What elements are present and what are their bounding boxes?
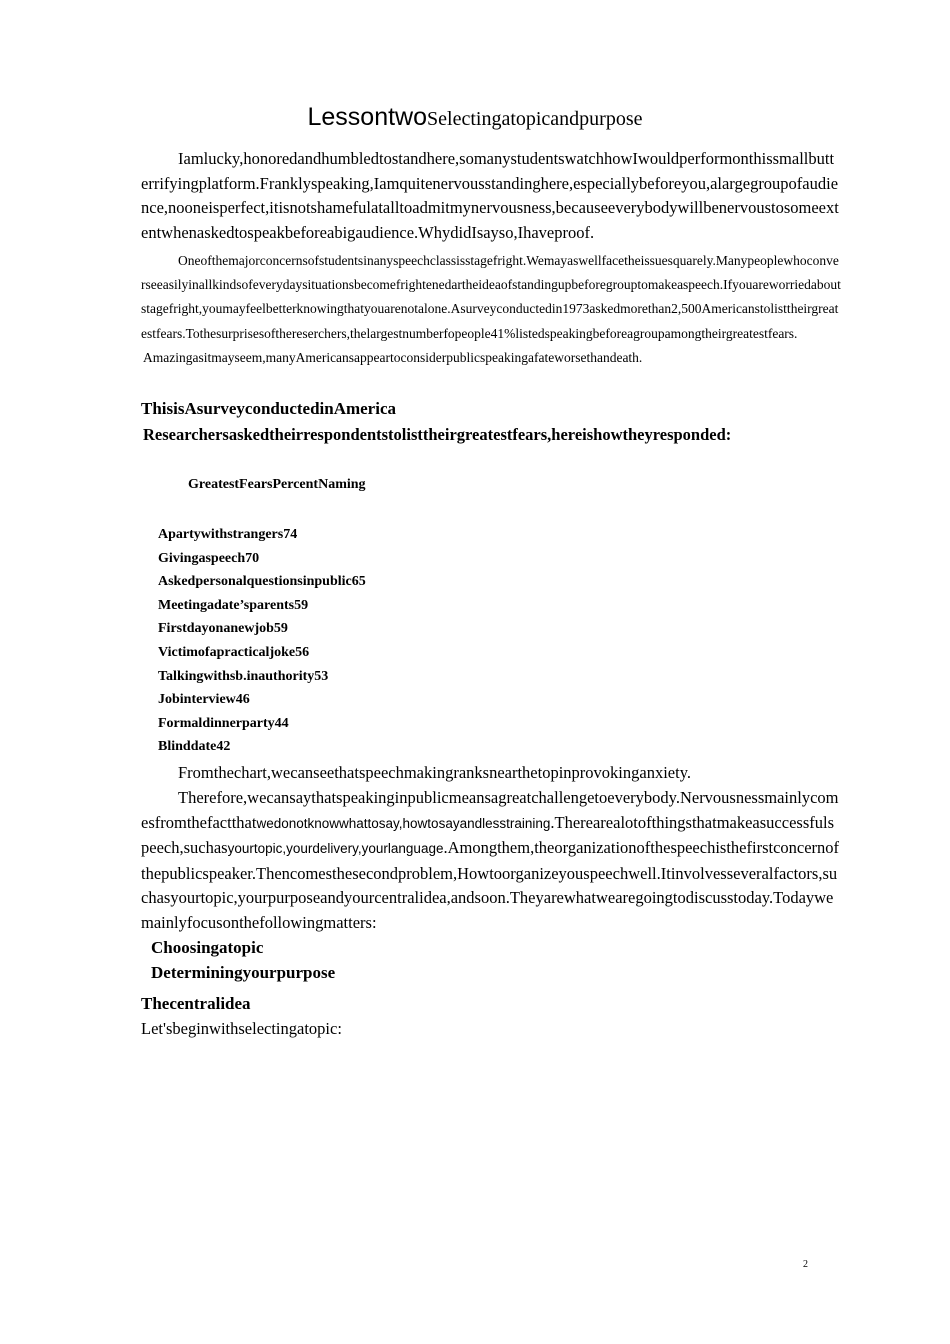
fears-list	[158, 523, 366, 759]
list-item: Apartywithstrangers74	[158, 527, 298, 542]
nervousness-text-a: Therefore,wecansaythatspeakinginpublicmeansagreatchallengetoeverybody.Nervousnessmainlycomesfromthefactthat	[141, 788, 839, 832]
nervousness-text-e: .Amongthem,theorganizationofthespeechisthefirstconcernofthepublicspeaker.Thencomesthesecondproblem,Howtoorganizeyouspeechwell.Itinvolvesseveralfactors,suchasyourtopic,yourpurposeandyourcentralidea,andsoon.Theyarewhatwearegoingtodiscusstoday.Todaywemainlyfocusonthefollowingmatters:	[141, 838, 840, 932]
survey-heading: ThisisAsurveyconductedinAmerica	[141, 399, 396, 418]
list-item: Jobinterview46	[158, 692, 250, 708]
nervousness-text-b: wedonotknowwhattosay,howtosayandlesstraining	[256, 815, 551, 831]
nervousness-text-d: yourtopic,yourdelivery,yourlanguage	[227, 841, 444, 856]
stage-fright-conclusion: Amazingasitmayseem,manyAmericansappeartoconsiderpublicspeakingafateworsethandeath.	[143, 349, 643, 365]
page-number: 2	[803, 1259, 808, 1270]
matter-central-idea: Thecentralidea	[141, 994, 251, 1013]
list-item: Victimofapracticaljoke56	[158, 644, 310, 660]
matter-determining-purpose: Determiningyourpurpose	[151, 963, 336, 982]
lesson-title	[0, 103, 950, 132]
title-subject: Selectingatopicandpurpose	[427, 108, 643, 130]
list-item: Talkingwithsb.inauthority53	[158, 668, 329, 684]
nervousness-paragraph	[141, 786, 841, 935]
list-item: Formaldinnerparty44	[158, 715, 289, 731]
list-item: Blinddate42	[158, 739, 231, 755]
stage-fright-text: Oneofthemajorconcernsofstudentsinanyspeechclassisstagefright.Wemayaswellfacetheissuesquarely.Manypeoplewhoconverseeasilyinallkindsofeverydaysituationsbecomefrightenedartheideaofstandingupbeforegrouptomakeaspeech.Ifyouareworriedaboutstagefright,youmayfeelbetterknowingthatyouarenotalone.Asurveyconductedin1973askedmorethan2,500Americanstolisttheirgreatestfears.Tothesurprisesofthereserchers,thelargestnumberfopeople41%listedspeakingbeforeagroupamongtheirgreatestfears.	[141, 253, 841, 341]
list-item: Firstdayonanewjob59	[158, 621, 288, 637]
list-item: Meetingadate’sparents59	[158, 597, 309, 613]
list-item: Askedpersonalquestionsinpublic65	[158, 574, 366, 590]
intro-paragraph: Iamlucky,honoredandhumbledtostandhere,somanystudentswatchhowIwouldperformonthissmallbutterrifyingplatform.Franklyspeaking,Iamquitenervousstandinghere,especiallybeforeyou,alargegroupofaudience,nooneisperfect,itisnotshamefulatalltoadmitmynervousness,becauseeverybodywillbenervoustosomeextentwhenaskedtospeakbeforeabigaudience.WhydidIsayso,Ihaveproof.	[141, 149, 839, 242]
chart-conclusion-paragraph: Fromthechart,wecanseethatspeechmakingranksnearthetopinprovokinganxiety.	[178, 763, 691, 782]
matter-choosing-topic: Choosingatopic	[151, 938, 264, 957]
fears-table-heading: GreatestFearsPercentNaming	[188, 477, 366, 492]
title-lesson-number: Lessontwo	[307, 103, 428, 131]
list-item: Givingaspeech70	[158, 550, 260, 566]
research-heading: Researchersaskedtheirrespondentstolisttheirgreatestfears,hereishowtheyresponded:	[143, 425, 732, 444]
begin-text: Let'sbeginwithselectingatopic:	[141, 1019, 342, 1038]
stage-fright-paragraph	[141, 249, 841, 370]
nervousness-text-c: .Therearealotofthingsthatmakeasuccessfulspeech,suchas	[141, 812, 834, 857]
